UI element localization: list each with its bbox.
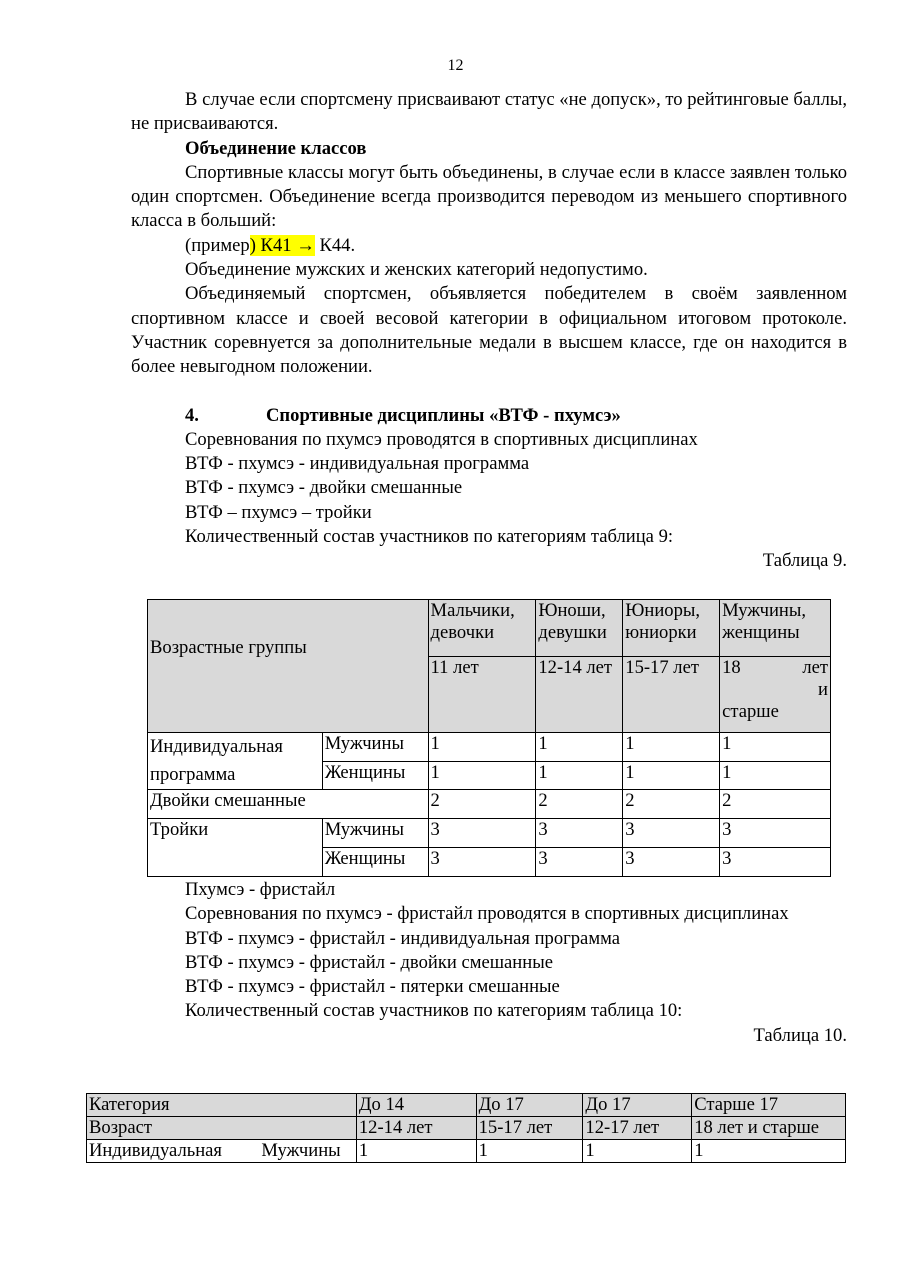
freestyle-intro	[131, 902, 847, 926]
example-target: К44.	[314, 234, 356, 256]
age4-and: и	[818, 679, 828, 700]
highlighted-example: ) К41 →	[249, 234, 315, 256]
table9-caption: Таблица 9.	[762, 550, 847, 572]
list-line: ВТФ - пхумсэ - фристайл - индивидуальная программа	[185, 927, 620, 949]
header-age-groups: Возрастные группы	[148, 600, 429, 733]
age-col-1: 12-14 лет	[356, 1117, 476, 1140]
table-cell: 3	[428, 848, 536, 877]
row-women-label: Женщины	[322, 761, 428, 790]
paragraph-no-gender-merge: Объединение мужских и женских категорий недопустимо.	[185, 259, 648, 281]
age-col-2: 12-14 лет	[536, 657, 623, 733]
table-cell: 1	[583, 1140, 692, 1163]
category-col-4: Старше 17	[692, 1094, 846, 1117]
table-cell: 1	[476, 1140, 583, 1163]
header-category: Категория	[87, 1094, 357, 1117]
row-men-label: Мужчины	[322, 733, 428, 762]
age4-number: 18	[722, 657, 741, 678]
age-col-2: 15-17 лет	[476, 1117, 583, 1140]
example-line	[131, 234, 847, 258]
list-line: Количественный состав участников по категориям таблица 10:	[185, 1000, 683, 1022]
table-cell: 3	[623, 819, 720, 848]
header-col-4: Мужчины, женщины	[720, 600, 831, 657]
list-line: ВТФ - пхумсэ - индивидуальная программа	[185, 453, 530, 475]
paragraph-merged-athlete: Объединяемый спортсмен, объявляется победителем в своём заявленном спортивном классе и своей весовой категории в официальном итоговом протоколе. Участник соревнуется за дополнительные медали в высшем классе, где он находится в более невыгодном положении.	[131, 283, 847, 378]
category-col-1: До 14	[356, 1094, 476, 1117]
page-body	[131, 88, 847, 574]
age-col-3: 12-17 лет	[583, 1117, 692, 1140]
row-pairs: Двойки смешанные	[148, 790, 429, 819]
list-line: ВТФ - пхумсэ - фристайл - двойки смешанные	[185, 951, 553, 973]
table-cell: 2	[623, 790, 720, 819]
table-cell: 3	[720, 819, 831, 848]
age-col-4: 18 лет и старше	[692, 1117, 846, 1140]
table-cell: 3	[536, 848, 623, 877]
row-individual: Индивидуальная	[87, 1140, 260, 1163]
table-cell: 1	[720, 733, 831, 762]
table-cell: 1	[623, 761, 720, 790]
table-cell: 3	[536, 819, 623, 848]
age4-unit: лет	[802, 657, 828, 678]
freestyle-section	[131, 878, 847, 1048]
section-heading	[131, 404, 847, 428]
list-line: Количественный состав участников по категориям таблица 9:	[185, 526, 674, 548]
table-cell: 1	[428, 761, 536, 790]
table-cell: 1	[428, 733, 536, 762]
table-cell: 1	[536, 761, 623, 790]
header-col-1: Мальчики, девочки	[428, 600, 536, 657]
freestyle-intro-text: Соревнования по пхумсэ - фристайл проводятся в спортивных дисциплинах	[185, 903, 789, 925]
row-women-label: Женщины	[322, 848, 428, 877]
page-number: 12	[447, 57, 464, 74]
table-9	[147, 599, 831, 877]
heading-class-merge: Объединение классов	[185, 137, 367, 159]
row-individual: Индивидуальная программа	[148, 733, 323, 790]
age-col-3: 15-17 лет	[623, 657, 720, 733]
category-col-2: До 17	[476, 1094, 583, 1117]
table10-caption: Таблица 10.	[753, 1024, 847, 1046]
age-col-4	[720, 657, 831, 733]
paragraph-merge-rules: Спортивные классы могут быть объединены, в случае если в классе заявлен только один спортсмен. Объединение всегда производится переводом из меньшего спортивного класса в больший:	[131, 161, 847, 232]
example-label: (пример	[185, 234, 250, 256]
list-line: ВТФ – пхумсэ – тройки	[185, 501, 372, 523]
header-col-2: Юноши, девушки	[536, 600, 623, 657]
category-col-3: До 17	[583, 1094, 692, 1117]
table-cell: 1	[623, 733, 720, 762]
table-cell: 3	[720, 848, 831, 877]
list-line: ВТФ - пхумсэ - двойки смешанные	[185, 477, 463, 499]
row-trios: Тройки	[148, 819, 323, 877]
table-cell: 2	[536, 790, 623, 819]
header-age: Возраст	[87, 1117, 357, 1140]
table-cell: 1	[356, 1140, 476, 1163]
table-cell: 1	[720, 761, 831, 790]
row-men-label: Мужчины	[322, 819, 428, 848]
section-number: 4.	[185, 404, 199, 426]
age4-older: старше	[722, 701, 779, 722]
table-cell: 2	[720, 790, 831, 819]
header-col-3: Юниоры, юниорки	[623, 600, 720, 657]
table-cell: 1	[536, 733, 623, 762]
list-line: ВТФ - пхумсэ - фристайл - пятерки смешанные	[185, 976, 560, 998]
list-line: Соревнования по пхумсэ проводятся в спортивных дисциплинах	[185, 428, 698, 450]
freestyle-heading: Пхумсэ - фристайл	[185, 879, 336, 900]
row-men-label: Мужчины	[259, 1140, 356, 1163]
age-col-1: 11 лет	[428, 657, 536, 733]
table-cell: 3	[623, 848, 720, 877]
table-cell: 1	[692, 1140, 846, 1163]
section-title: Спортивные дисциплины «ВТФ - пхумсэ»	[266, 404, 621, 426]
paragraph-not-admitted: В случае если спортсмену присваивают статус «не допуск», то рейтинговые баллы, не присваиваются.	[131, 89, 847, 135]
table-cell: 3	[428, 819, 536, 848]
table-10	[86, 1093, 846, 1163]
table-cell: 2	[428, 790, 536, 819]
